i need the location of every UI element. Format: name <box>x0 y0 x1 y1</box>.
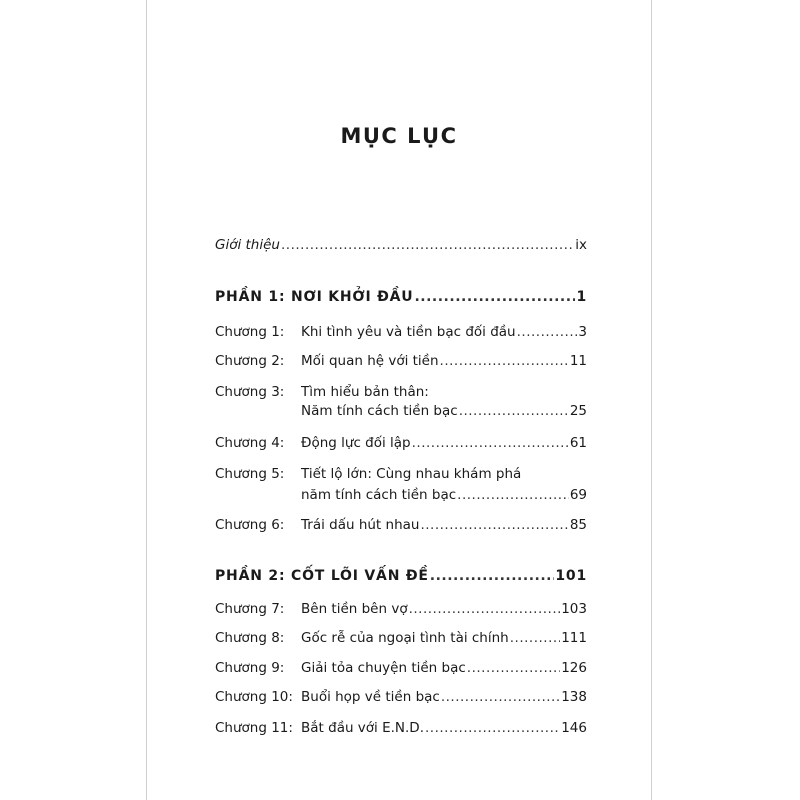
chapter-page: 85 <box>569 517 587 533</box>
chapter-title-line2: Năm tính cách tiền bạc <box>301 403 458 419</box>
chapter-title: Tiết lộ lớn: Cùng nhau khám phá <box>301 466 522 482</box>
toc-chapter-1[interactable] <box>215 323 587 341</box>
part-page: 1 <box>576 289 587 305</box>
toc-chapter-11[interactable] <box>215 719 587 737</box>
chapter-title: Trái dấu hút nhau <box>301 517 420 533</box>
chapter-page: 61 <box>569 435 587 451</box>
toc-chapter-7[interactable] <box>215 600 587 618</box>
chapter-label: Chương 8: <box>215 630 285 646</box>
entry-page: ix <box>575 237 587 253</box>
dot-leader <box>510 629 560 647</box>
chapter-page: 25 <box>569 403 587 419</box>
chapter-label: Chương 6: <box>215 517 285 533</box>
book-page <box>146 0 652 800</box>
chapter-label: Chương 7: <box>215 601 285 617</box>
part-title: PHẦN 2: CỐT LÕI VẤN ĐỀ <box>215 568 429 584</box>
dot-leader <box>414 288 575 306</box>
chapter-label: Chương 11: <box>215 720 293 736</box>
chapter-page: 103 <box>561 601 587 617</box>
dot-leader <box>430 567 555 585</box>
chapter-page: 11 <box>569 353 587 369</box>
dot-leader <box>441 688 560 706</box>
entry-title: Giới thiệu <box>215 237 280 253</box>
dot-leader <box>409 600 561 618</box>
dot-leader <box>467 659 560 677</box>
chapter-title: Tìm hiểu bản thân: <box>301 384 429 400</box>
toc-entry-intro[interactable] <box>215 236 587 254</box>
chapter-title: Động lực đối lập <box>301 435 411 451</box>
toc-chapter-10[interactable] <box>215 688 587 706</box>
toc-part-2[interactable] <box>215 567 587 585</box>
chapter-title: Mối quan hệ với tiền <box>301 353 439 369</box>
chapter-title: Gốc rễ của ngoại tình tài chính <box>301 630 509 646</box>
chapter-label: Chương 5: <box>215 466 285 482</box>
dot-leader <box>425 719 560 737</box>
chapter-label: Chương 2: <box>215 353 285 369</box>
chapter-label: Chương 10: <box>215 689 293 705</box>
toc-chapter-3-continued[interactable] <box>215 402 587 420</box>
dot-leader <box>459 402 569 420</box>
chapter-page: 111 <box>561 630 587 646</box>
chapter-label: Chương 1: <box>215 324 285 340</box>
toc-chapter-4[interactable] <box>215 434 587 452</box>
toc-chapter-3[interactable] <box>215 383 587 401</box>
toc-chapter-5[interactable] <box>215 465 587 483</box>
toc-chapter-5-continued[interactable] <box>215 486 587 504</box>
dot-leader <box>440 352 569 370</box>
chapter-page: 126 <box>561 660 587 676</box>
dot-leader <box>412 434 569 452</box>
chapter-label: Chương 4: <box>215 435 285 451</box>
part-page: 101 <box>555 568 587 584</box>
dot-leader <box>517 323 578 341</box>
chapter-page: 3 <box>578 324 587 340</box>
chapter-label: Chương 3: <box>215 384 285 400</box>
toc-chapter-6[interactable] <box>215 516 587 534</box>
toc-chapter-9[interactable] <box>215 659 587 677</box>
toc-part-1[interactable] <box>215 288 587 306</box>
chapter-page: 69 <box>569 487 587 503</box>
dot-leader <box>457 486 569 504</box>
chapter-title: Giải tỏa chuyện tiền bạc <box>301 660 466 676</box>
toc-chapter-8[interactable] <box>215 629 587 647</box>
dot-leader <box>420 516 568 534</box>
chapter-title: Bắt đầu với E.N.D. <box>301 720 424 736</box>
chapter-title: Bên tiền bên vợ <box>301 601 408 617</box>
chapter-title: Buổi họp về tiền bạc <box>301 689 440 705</box>
chapter-page: 138 <box>561 689 587 705</box>
chapter-label: Chương 9: <box>215 660 285 676</box>
page-title: MỤC LỤC <box>340 124 458 148</box>
toc-chapter-2[interactable] <box>215 352 587 370</box>
chapter-page: 146 <box>561 720 587 736</box>
dot-leader <box>281 236 574 254</box>
chapter-title-line2: năm tính cách tiền bạc <box>301 487 457 503</box>
part-title: PHẦN 1: NƠI KHỞI ĐẦU <box>215 289 414 305</box>
chapter-title: Khi tình yêu và tiền bạc đối đầu <box>301 324 516 340</box>
